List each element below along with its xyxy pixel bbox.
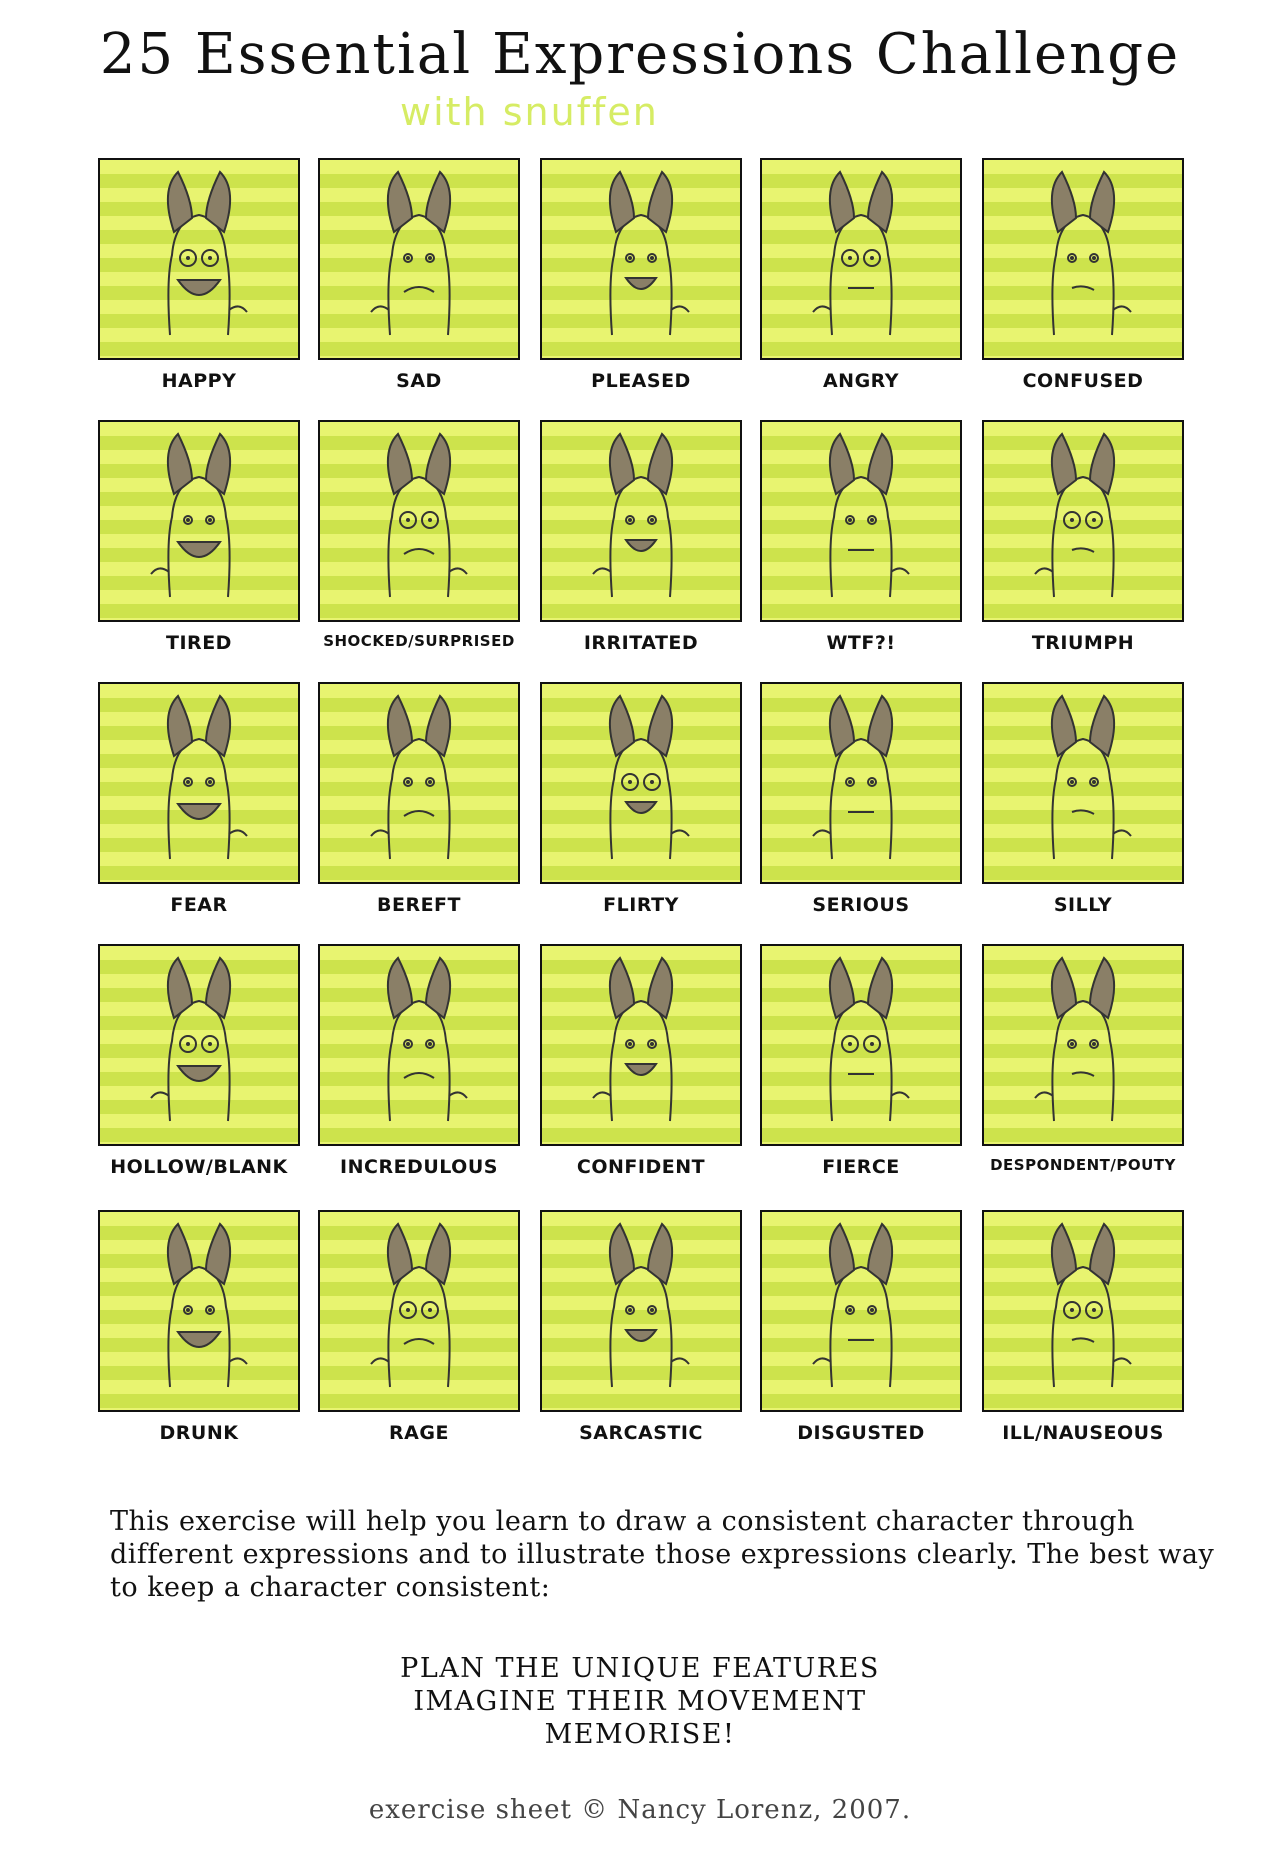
expression-cell [982, 420, 1202, 680]
expression-cell [540, 944, 760, 1204]
expression-cell [540, 1210, 760, 1470]
expression-cell [98, 944, 318, 1204]
expression-label: SILLY [1053, 894, 1113, 916]
expression-cell [982, 158, 1202, 418]
expression-cell [318, 944, 538, 1204]
expression-label: TRIUMPH [1031, 632, 1135, 654]
character-drawing [98, 1210, 300, 1412]
character-drawing [318, 420, 520, 622]
expression-cell [760, 1210, 980, 1470]
expression-label: HAPPY [161, 370, 237, 392]
character-drawing [760, 682, 962, 884]
expression-cell [982, 682, 1202, 942]
character-drawing [982, 420, 1184, 622]
character-drawing [540, 158, 742, 360]
expression-cell [318, 158, 538, 418]
expression-cell [318, 420, 538, 680]
steps-list [0, 1652, 1280, 1751]
exercise-description: This exercise will help you learn to draw a consistent character through different expressions and to illustrate those expressions clearly. The best way to keep a character consistent: [110, 1506, 1215, 1603]
expression-label: SAD [396, 370, 442, 392]
expression-cell [760, 420, 980, 680]
character-drawing [760, 420, 962, 622]
character-drawing [98, 682, 300, 884]
character-drawing [982, 158, 1184, 360]
expression-cell [540, 158, 760, 418]
expression-cell [760, 158, 980, 418]
expression-label: WTF?! [826, 632, 896, 654]
expression-label: HOLLOW/BLANK [110, 1156, 288, 1178]
expression-cell [760, 944, 980, 1204]
expression-cell [98, 158, 318, 418]
expression-label: TIRED [166, 632, 232, 654]
expression-label: SERIOUS [812, 894, 910, 916]
subtitle: with snuffen [400, 90, 659, 134]
step-item: IMAGINE THEIR MOVEMENT [413, 1686, 867, 1717]
expression-cell [982, 944, 1202, 1204]
expression-cell [982, 1210, 1202, 1470]
expression-label: INCREDULOUS [340, 1156, 498, 1178]
expression-cell [540, 682, 760, 942]
expression-label: ILL/NAUSEOUS [1002, 1422, 1164, 1444]
expression-label: SHOCKED/SURPRISED [323, 632, 515, 650]
character-drawing [318, 682, 520, 884]
character-drawing [540, 944, 742, 1146]
page-title: 25 Essential Expressions Challenge [99, 22, 1181, 87]
step-item: MEMORISE! [544, 1719, 736, 1750]
character-drawing [760, 1210, 962, 1412]
expression-label: DRUNK [159, 1422, 239, 1444]
expression-label: FLIRTY [603, 894, 679, 916]
expression-cell [98, 1210, 318, 1470]
character-drawing [98, 158, 300, 360]
expression-label: RAGE [389, 1422, 449, 1444]
character-drawing [540, 1210, 742, 1412]
step-item: PLAN THE UNIQUE FEATURES [400, 1653, 880, 1684]
expression-cell [760, 682, 980, 942]
copyright-credit: exercise sheet © Nancy Lorenz, 2007. [368, 1795, 912, 1825]
expression-label: IRRITATED [583, 632, 699, 654]
character-drawing [98, 420, 300, 622]
expression-label: FEAR [170, 894, 228, 916]
expression-label: ANGRY [822, 370, 900, 392]
expression-label: PLEASED [591, 370, 691, 392]
character-drawing [540, 682, 742, 884]
character-drawing [540, 420, 742, 622]
expression-label: DESPONDENT/POUTY [990, 1156, 1176, 1174]
expression-label: SARCASTIC [579, 1422, 703, 1444]
character-drawing [982, 944, 1184, 1146]
expression-cell [318, 682, 538, 942]
expression-label: BEREFT [376, 894, 461, 916]
expression-cell [318, 1210, 538, 1470]
expression-cell [540, 420, 760, 680]
character-drawing [982, 1210, 1184, 1412]
character-drawing [982, 682, 1184, 884]
character-drawing [318, 158, 520, 360]
expression-label: CONFIDENT [576, 1156, 706, 1178]
expression-label: FIERCE [822, 1156, 900, 1178]
expression-cell [98, 420, 318, 680]
expression-cell [98, 682, 318, 942]
character-drawing [318, 944, 520, 1146]
expression-label: DISGUSTED [797, 1422, 925, 1444]
character-drawing [318, 1210, 520, 1412]
character-drawing [760, 158, 962, 360]
character-drawing [98, 944, 300, 1146]
character-drawing [760, 944, 962, 1146]
expression-label: CONFUSED [1022, 370, 1144, 392]
